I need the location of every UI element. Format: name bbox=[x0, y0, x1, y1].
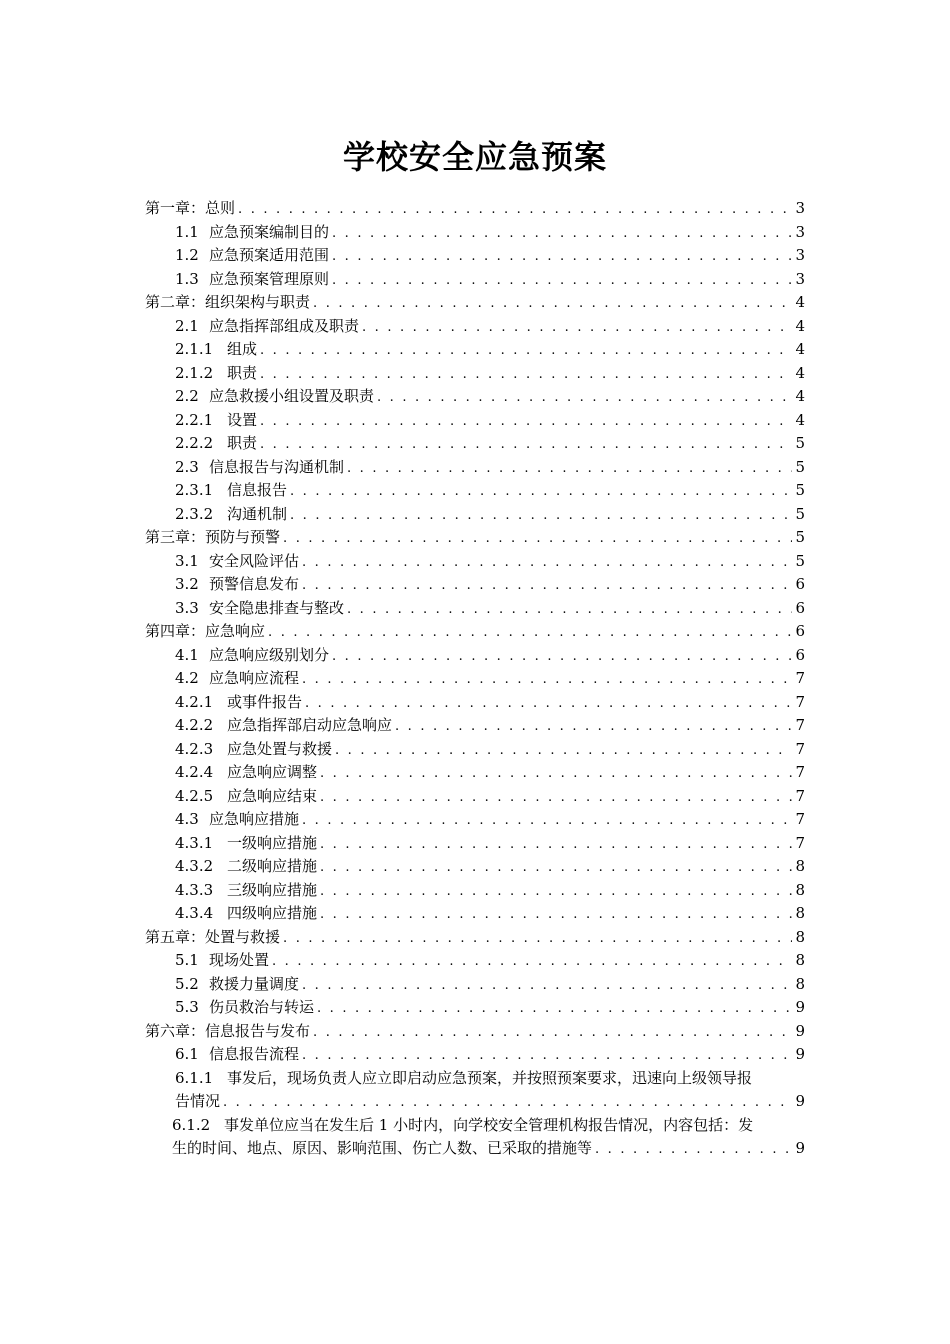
toc-entry-number: 4.3.3 bbox=[175, 880, 214, 899]
toc-entry-number: 4.2.5 bbox=[175, 786, 214, 805]
toc-entry-title: 职责 bbox=[227, 434, 258, 452]
toc-entry-number: 4.2 bbox=[175, 669, 199, 687]
toc-dot-leader bbox=[283, 929, 792, 949]
toc-entry-number: 2.1.2 bbox=[175, 363, 214, 382]
toc-entry-page: 5 bbox=[795, 481, 805, 499]
toc-dot-leader bbox=[362, 318, 792, 338]
toc-entry-page: 6 bbox=[795, 645, 805, 664]
toc-entry-title: 信息报告与发布 bbox=[205, 1021, 311, 1040]
toc-entry[interactable] bbox=[175, 221, 805, 244]
toc-entry-page: 9 bbox=[795, 998, 805, 1016]
toc-dot-leader bbox=[223, 1093, 792, 1113]
toc-entry-number: 3.2 bbox=[175, 575, 199, 593]
toc-dot-leader bbox=[313, 1023, 792, 1043]
toc-entry-page: 9 bbox=[795, 1045, 805, 1063]
toc-entry-page: 4 bbox=[795, 340, 805, 358]
toc-entry-page: 6 bbox=[795, 575, 805, 593]
toc-entry-number: 2.1.1 bbox=[175, 340, 214, 358]
toc-entry-page: 3 bbox=[795, 246, 805, 264]
toc-entry-title: 安全风险评估 bbox=[209, 551, 300, 570]
toc-entry-page: 3 bbox=[795, 269, 805, 288]
toc-entry[interactable] bbox=[175, 268, 805, 291]
toc-entry-page: 9 bbox=[795, 1138, 805, 1157]
toc-dot-leader bbox=[320, 788, 792, 808]
toc-dot-leader bbox=[272, 952, 792, 972]
toc-entry-number: 5.3 bbox=[175, 998, 199, 1016]
toc-entry-page: 7 bbox=[795, 716, 805, 734]
toc-entry-page: 7 bbox=[795, 786, 805, 805]
toc-dot-leader bbox=[347, 459, 792, 479]
toc-entry[interactable] bbox=[175, 338, 805, 361]
toc-dot-leader bbox=[395, 717, 792, 737]
toc-entry[interactable] bbox=[175, 785, 805, 808]
toc-entry-number: 4.3.2 bbox=[175, 857, 214, 875]
toc-entry-wrapped[interactable] bbox=[172, 1114, 805, 1160]
toc-entry-title: 三级响应措施 bbox=[227, 880, 318, 899]
toc-entry[interactable] bbox=[175, 855, 805, 878]
toc-entry[interactable] bbox=[145, 1020, 805, 1043]
toc-entry-title: 安全隐患排查与整改 bbox=[209, 598, 345, 617]
toc-dot-leader bbox=[595, 1140, 792, 1160]
toc-entry-number: 2.2.1 bbox=[175, 410, 214, 429]
toc-entry-number: 5.2 bbox=[175, 974, 199, 993]
toc-dot-leader bbox=[260, 435, 792, 455]
toc-entry-number: 4.1 bbox=[175, 645, 199, 664]
toc-entry-title: 应急预案管理原则 bbox=[209, 269, 330, 288]
toc-entry-title-line2: 生的时间、地点、原因、影响范围、伤亡人数、已采取的措施等 bbox=[172, 1138, 593, 1157]
toc-entry-number: 1.3 bbox=[175, 269, 199, 288]
toc-entry-page: 4 bbox=[795, 316, 805, 335]
toc-entry-number: 第四章： bbox=[145, 622, 206, 640]
toc-entry-title: 应急预案适用范围 bbox=[209, 246, 330, 264]
toc-entry-page: 9 bbox=[795, 1021, 805, 1040]
toc-dot-leader bbox=[302, 811, 792, 831]
toc-entry-title: 预防与预警 bbox=[205, 528, 281, 546]
toc-entry-number: 第一章： bbox=[145, 199, 206, 217]
toc-dot-leader bbox=[302, 976, 792, 996]
toc-entry-title: 沟通机制 bbox=[227, 504, 288, 523]
toc-entry-number: 3.1 bbox=[175, 551, 199, 570]
toc-entry[interactable] bbox=[145, 926, 805, 949]
toc-dot-leader bbox=[302, 1046, 792, 1066]
toc-entry-page: 8 bbox=[795, 951, 805, 969]
toc-entry-page: 7 bbox=[795, 763, 805, 781]
toc-entry-page: 5 bbox=[795, 434, 805, 452]
toc-entry-title: 应急预案编制目的 bbox=[209, 222, 330, 241]
toc-entry[interactable] bbox=[175, 573, 805, 596]
toc-entry-title: 预警信息发布 bbox=[209, 575, 300, 593]
toc-entry-title: 设置 bbox=[227, 410, 258, 429]
toc-entry-wrapped[interactable] bbox=[175, 1067, 805, 1113]
toc-entry-title: 总则 bbox=[205, 199, 236, 217]
toc-entry[interactable] bbox=[145, 197, 805, 220]
toc-entry-title-line1: 事发后，现场负责人应立即启动应急预案，并按照预案要求，迅速向上级领导报 bbox=[227, 1068, 753, 1087]
toc-dot-leader bbox=[238, 200, 792, 220]
toc-entry-page: 4 bbox=[795, 363, 805, 382]
toc-entry[interactable] bbox=[145, 291, 805, 314]
toc-entry[interactable] bbox=[175, 832, 805, 855]
toc-entry-title: 应急响应结束 bbox=[227, 786, 318, 805]
toc-entry[interactable] bbox=[175, 902, 805, 925]
toc-entry-number: 5.1 bbox=[175, 951, 199, 969]
toc-dot-leader bbox=[320, 905, 792, 925]
toc-entry-page: 5 bbox=[795, 528, 805, 546]
toc-dot-leader bbox=[302, 670, 792, 690]
toc-dot-leader bbox=[260, 412, 792, 432]
toc-entry-title: 应急响应流程 bbox=[209, 669, 300, 687]
toc-entry[interactable] bbox=[175, 996, 805, 1019]
toc-entry-number: 4.3 bbox=[175, 810, 199, 828]
toc-entry[interactable] bbox=[175, 479, 805, 502]
toc-entry-page: 7 bbox=[795, 810, 805, 828]
toc-dot-leader bbox=[332, 224, 792, 244]
toc-dot-leader bbox=[260, 341, 792, 361]
toc-entry-title: 二级响应措施 bbox=[227, 857, 318, 875]
toc-entry-number: 4.2.4 bbox=[175, 763, 214, 781]
toc-dot-leader bbox=[290, 482, 792, 502]
toc-entry-page: 7 bbox=[795, 739, 805, 758]
toc-dot-leader bbox=[268, 623, 792, 643]
toc-entry[interactable] bbox=[175, 1043, 805, 1066]
toc-dot-leader bbox=[260, 365, 792, 385]
toc-entry[interactable] bbox=[145, 526, 805, 549]
toc-entry-page: 6 bbox=[795, 622, 805, 640]
toc-entry-number: 6.1.2 bbox=[172, 1115, 211, 1134]
toc-entry-page: 6 bbox=[795, 598, 805, 617]
toc-entry-title: 应急指挥部启动应急响应 bbox=[227, 716, 393, 734]
toc-entry-page: 7 bbox=[795, 833, 805, 852]
toc-entry-number: 6.1.1 bbox=[175, 1068, 214, 1087]
toc-entry-number: 2.1 bbox=[175, 316, 199, 335]
toc-entry-page: 9 bbox=[795, 1091, 805, 1110]
toc-entry-title: 组成 bbox=[227, 340, 258, 358]
toc-dot-leader bbox=[305, 694, 792, 714]
toc-entry-number: 2.2 bbox=[175, 387, 199, 405]
toc-entry-page: 3 bbox=[795, 222, 805, 241]
toc-entry-title: 信息报告流程 bbox=[209, 1045, 300, 1063]
document-title: 学校安全应急预案 bbox=[342, 138, 607, 176]
toc-entry-number: 2.2.2 bbox=[175, 434, 214, 452]
toc-dot-leader bbox=[320, 882, 792, 902]
toc-entry-page: 5 bbox=[795, 504, 805, 523]
toc-entry[interactable] bbox=[175, 550, 805, 573]
toc-dot-leader bbox=[332, 647, 792, 667]
toc-entry[interactable] bbox=[175, 385, 805, 408]
toc-entry-number: 第二章： bbox=[145, 293, 206, 311]
toc-entry-page: 7 bbox=[795, 669, 805, 687]
toc-dot-leader bbox=[317, 999, 792, 1019]
toc-entry-number: 6.1 bbox=[175, 1045, 199, 1063]
toc-entry[interactable] bbox=[175, 244, 805, 267]
toc-entry-title: 或事件报告 bbox=[227, 692, 303, 711]
toc-entry-title: 应急救援小组设置及职责 bbox=[209, 387, 375, 405]
toc-entry-number: 4.2.2 bbox=[175, 716, 214, 734]
toc-entry-title: 现场处置 bbox=[209, 951, 270, 969]
toc-entry-number: 4.3.1 bbox=[175, 833, 214, 852]
toc-entry-number: 4.2.3 bbox=[175, 739, 214, 758]
toc-entry-number: 2.3.1 bbox=[175, 481, 214, 499]
toc-entry-title-line2: 告情况 bbox=[175, 1091, 221, 1110]
toc-entry-title: 信息报告 bbox=[227, 481, 288, 499]
toc-entry[interactable] bbox=[145, 620, 805, 643]
toc-entry-title: 组织架构与职责 bbox=[205, 293, 311, 311]
toc-entry[interactable] bbox=[175, 714, 805, 737]
toc-entry-title-line1: 事发单位应当在发生后 1 小时内，向学校安全管理机构报告情况，内容包括：发 bbox=[224, 1115, 754, 1134]
toc-entry[interactable] bbox=[175, 456, 805, 479]
toc-dot-leader bbox=[320, 764, 792, 784]
toc-entry[interactable] bbox=[175, 738, 805, 761]
toc-entry-title: 应急处置与救援 bbox=[227, 739, 333, 758]
toc-entry-page: 3 bbox=[795, 199, 805, 217]
toc-dot-leader bbox=[320, 835, 792, 855]
toc-entry[interactable] bbox=[175, 597, 805, 620]
toc-entry-number: 第三章： bbox=[145, 528, 206, 546]
toc-entry-page: 7 bbox=[795, 692, 805, 711]
toc-entry-title: 救援力量调度 bbox=[209, 974, 300, 993]
toc-entry-page: 4 bbox=[795, 387, 805, 405]
toc-entry-page: 8 bbox=[795, 927, 805, 946]
toc-entry[interactable] bbox=[175, 879, 805, 902]
toc-entry[interactable] bbox=[175, 761, 805, 784]
toc-entry-title: 伤员救治与转运 bbox=[209, 998, 315, 1016]
toc-entry-title: 四级响应措施 bbox=[227, 904, 318, 922]
toc-entry[interactable] bbox=[175, 691, 805, 714]
toc-entry-number: 2.3.2 bbox=[175, 504, 214, 523]
toc-entry-page: 8 bbox=[795, 857, 805, 875]
toc-entry[interactable] bbox=[175, 808, 805, 831]
toc-entry-number: 第五章： bbox=[145, 927, 206, 946]
toc-entry-title: 处置与救援 bbox=[205, 927, 281, 946]
toc-dot-leader bbox=[335, 741, 792, 761]
toc-entry[interactable] bbox=[175, 973, 805, 996]
toc-dot-leader bbox=[313, 294, 792, 314]
toc-dot-leader bbox=[377, 388, 792, 408]
toc-entry-title: 应急响应措施 bbox=[209, 810, 300, 828]
toc-dot-leader bbox=[332, 247, 792, 267]
toc-entry-number: 4.3.4 bbox=[175, 904, 214, 922]
toc-entry-page: 5 bbox=[795, 551, 805, 570]
toc-entry-number: 4.2.1 bbox=[175, 692, 214, 711]
toc-entry[interactable] bbox=[175, 667, 805, 690]
toc-entry-title: 信息报告与沟通机制 bbox=[209, 457, 345, 476]
toc-entry-number: 第六章： bbox=[145, 1021, 206, 1040]
toc-entry-number: 3.3 bbox=[175, 598, 199, 617]
toc-entry-title: 应急响应级别划分 bbox=[209, 645, 330, 664]
toc-entry-page: 4 bbox=[795, 293, 805, 311]
toc-entry-page: 4 bbox=[795, 410, 805, 429]
toc-entry-page: 8 bbox=[795, 904, 805, 922]
toc-entry[interactable] bbox=[175, 949, 805, 972]
toc-dot-leader bbox=[283, 529, 792, 549]
toc-dot-leader bbox=[302, 553, 792, 573]
toc-entry[interactable] bbox=[175, 362, 805, 385]
toc-dot-leader bbox=[290, 506, 792, 526]
toc-entry-title: 一级响应措施 bbox=[227, 833, 318, 852]
toc-entry[interactable] bbox=[175, 503, 805, 526]
toc-entry[interactable] bbox=[175, 315, 805, 338]
toc-dot-leader bbox=[347, 600, 792, 620]
toc-entry-number: 1.1 bbox=[175, 222, 199, 241]
toc-dot-leader bbox=[302, 576, 792, 596]
toc-entry-title: 应急指挥部组成及职责 bbox=[209, 316, 360, 335]
toc-entry-number: 2.3 bbox=[175, 457, 199, 476]
toc-entry-title: 职责 bbox=[227, 363, 258, 382]
toc-entry[interactable] bbox=[175, 432, 805, 455]
toc-dot-leader bbox=[320, 858, 792, 878]
toc-entry-number: 1.2 bbox=[175, 246, 199, 264]
toc-dot-leader bbox=[332, 271, 792, 291]
toc-entry-page: 8 bbox=[795, 880, 805, 899]
toc-entry-page: 5 bbox=[795, 457, 805, 476]
toc-entry-title: 应急响应 bbox=[205, 622, 266, 640]
toc-entry-title: 应急响应调整 bbox=[227, 763, 318, 781]
toc-entry[interactable] bbox=[175, 409, 805, 432]
toc-entry-page: 8 bbox=[795, 974, 805, 993]
toc-entry[interactable] bbox=[175, 644, 805, 667]
